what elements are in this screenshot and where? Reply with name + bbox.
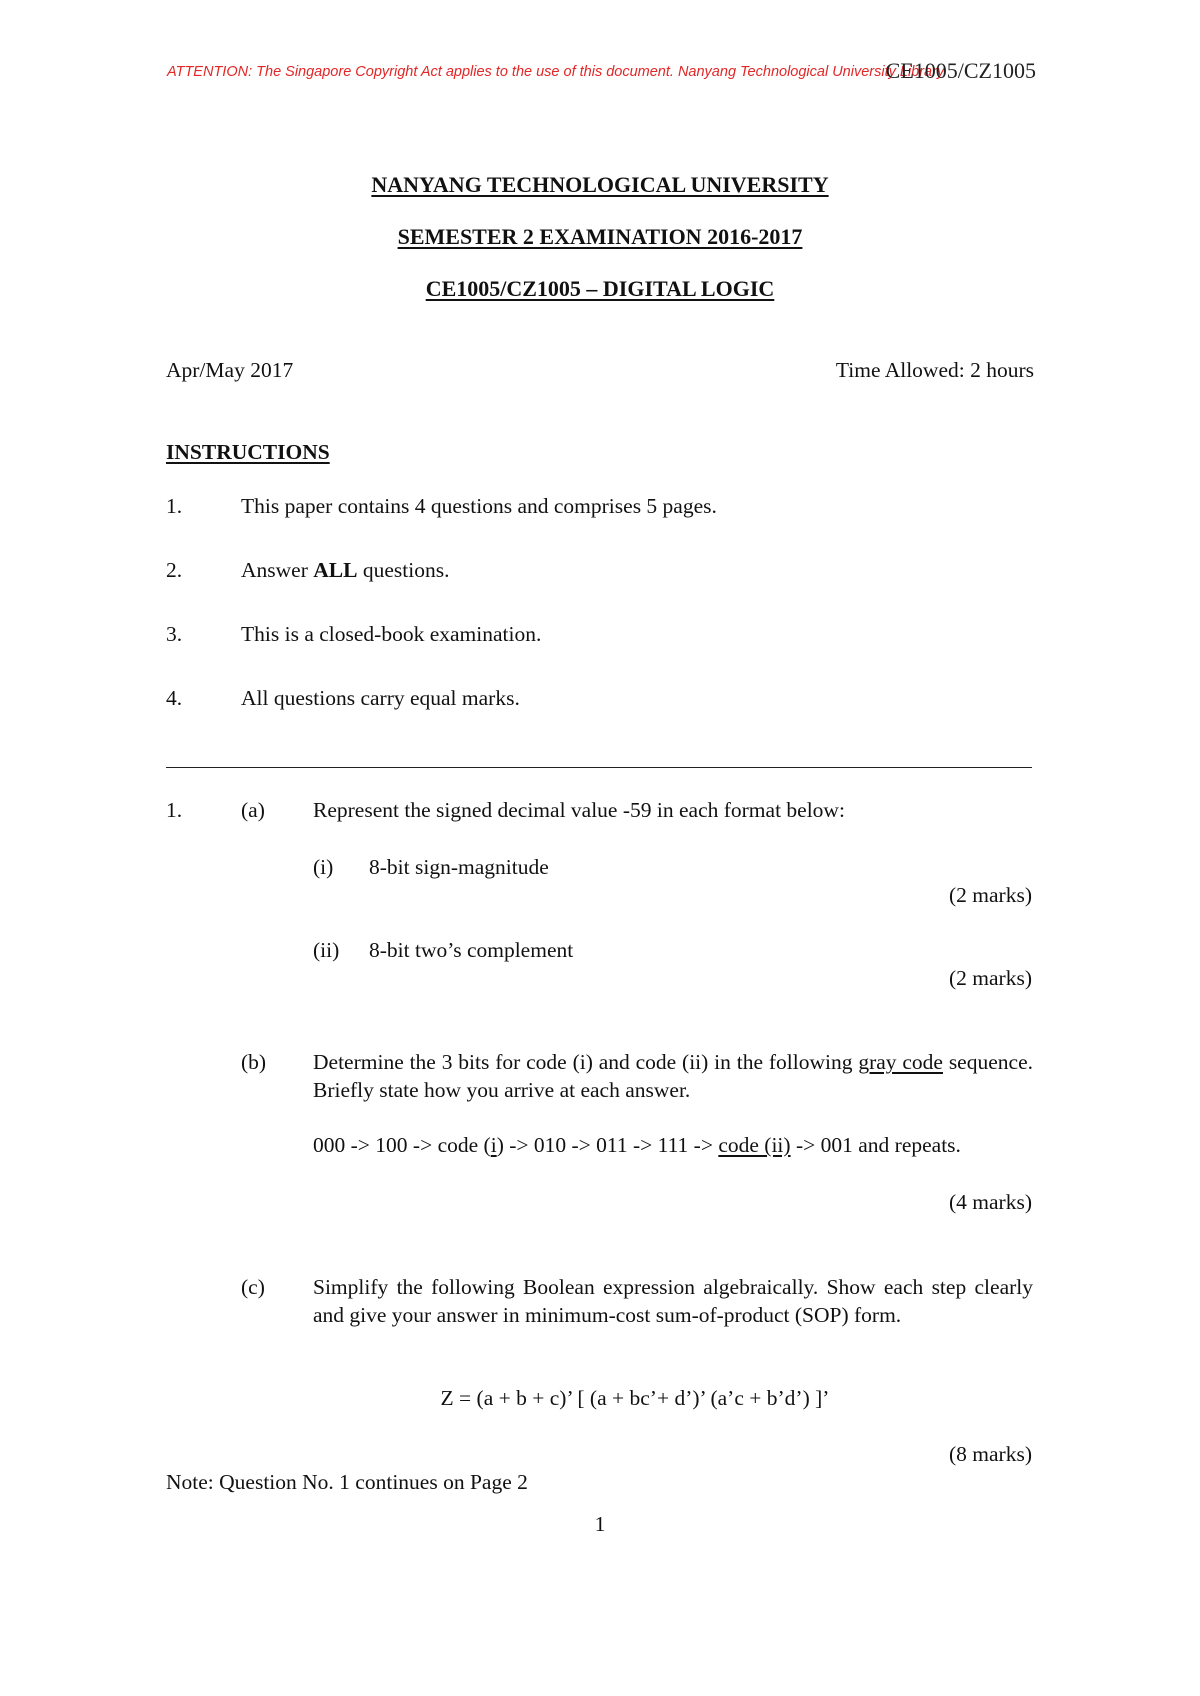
part-c-marks: (8 marks) xyxy=(949,1442,1032,1466)
part-a-ii-label: (ii) xyxy=(313,938,340,962)
part-b-text: Determine the 3 bits for code (i) and code (ii) in the following gray code sequence. Briefly state how you arrive at each answer. xyxy=(313,1050,1033,1102)
course-title: CE1005/CZ1005 – DIGITAL LOGIC xyxy=(425,276,775,301)
instruction-text: This is a closed-book examination. xyxy=(241,622,542,646)
exam-date: Apr/May 2017 xyxy=(166,358,294,382)
gray-code-sequence: 000 -> 100 -> code (i) -> 010 -> 011 -> 111 -> code (ii) -> 001 and repeats. xyxy=(313,1133,961,1157)
part-a-i-text: 8-bit sign-magnitude xyxy=(369,855,549,879)
instruction-text: All questions carry equal marks. xyxy=(241,686,520,710)
copyright-notice: ATTENTION: The Singapore Copyright Act applies to the use of this document. Nanyang Technological University Library xyxy=(167,64,945,80)
part-b-label: (b) xyxy=(241,1050,267,1074)
section-divider xyxy=(166,767,1032,768)
question-number: 1. xyxy=(166,798,183,822)
header-course-code: CE1005/CZ1005 xyxy=(885,58,1036,83)
part-a-ii-marks: (2 marks) xyxy=(949,966,1032,990)
instruction-number: 4. xyxy=(166,686,183,710)
part-a-i-label: (i) xyxy=(313,855,334,879)
part-a-ii-text: 8-bit two’s complement xyxy=(369,938,574,962)
instruction-number: 3. xyxy=(166,622,183,646)
part-b-marks: (4 marks) xyxy=(949,1190,1032,1214)
instruction-number: 2. xyxy=(166,558,183,582)
part-a-text: Represent the signed decimal value -59 in each format below: xyxy=(313,798,845,822)
part-a-i-marks: (2 marks) xyxy=(949,883,1032,907)
instructions-heading: INSTRUCTIONS xyxy=(166,440,330,464)
instruction-text: This paper contains 4 questions and comprises 5 pages. xyxy=(241,494,717,518)
time-allowed: Time Allowed: 2 hours xyxy=(835,358,1034,382)
instruction-number: 1. xyxy=(166,494,183,518)
part-c-label: (c) xyxy=(241,1275,265,1299)
university-title: NANYANG TECHNOLOGICAL UNIVERSITY xyxy=(371,172,829,197)
exam-title: SEMESTER 2 EXAMINATION 2016-2017 xyxy=(397,224,803,249)
continuation-note: Note: Question No. 1 continues on Page 2 xyxy=(166,1470,528,1494)
instruction-text: Answer ALL questions. xyxy=(241,558,450,582)
part-a-label: (a) xyxy=(241,798,265,822)
page-number: 1 xyxy=(594,1512,606,1536)
part-c-text: Simplify the following Boolean expression algebraically. Show each step clearly and give your answer in minimum-cost sum-of-product (SOP) form. xyxy=(313,1275,1033,1327)
boolean-expression: Z = (a + b + c)’ [ (a + bc’+ d’)’ (a’c + b’d’) ]’ xyxy=(440,1386,830,1410)
